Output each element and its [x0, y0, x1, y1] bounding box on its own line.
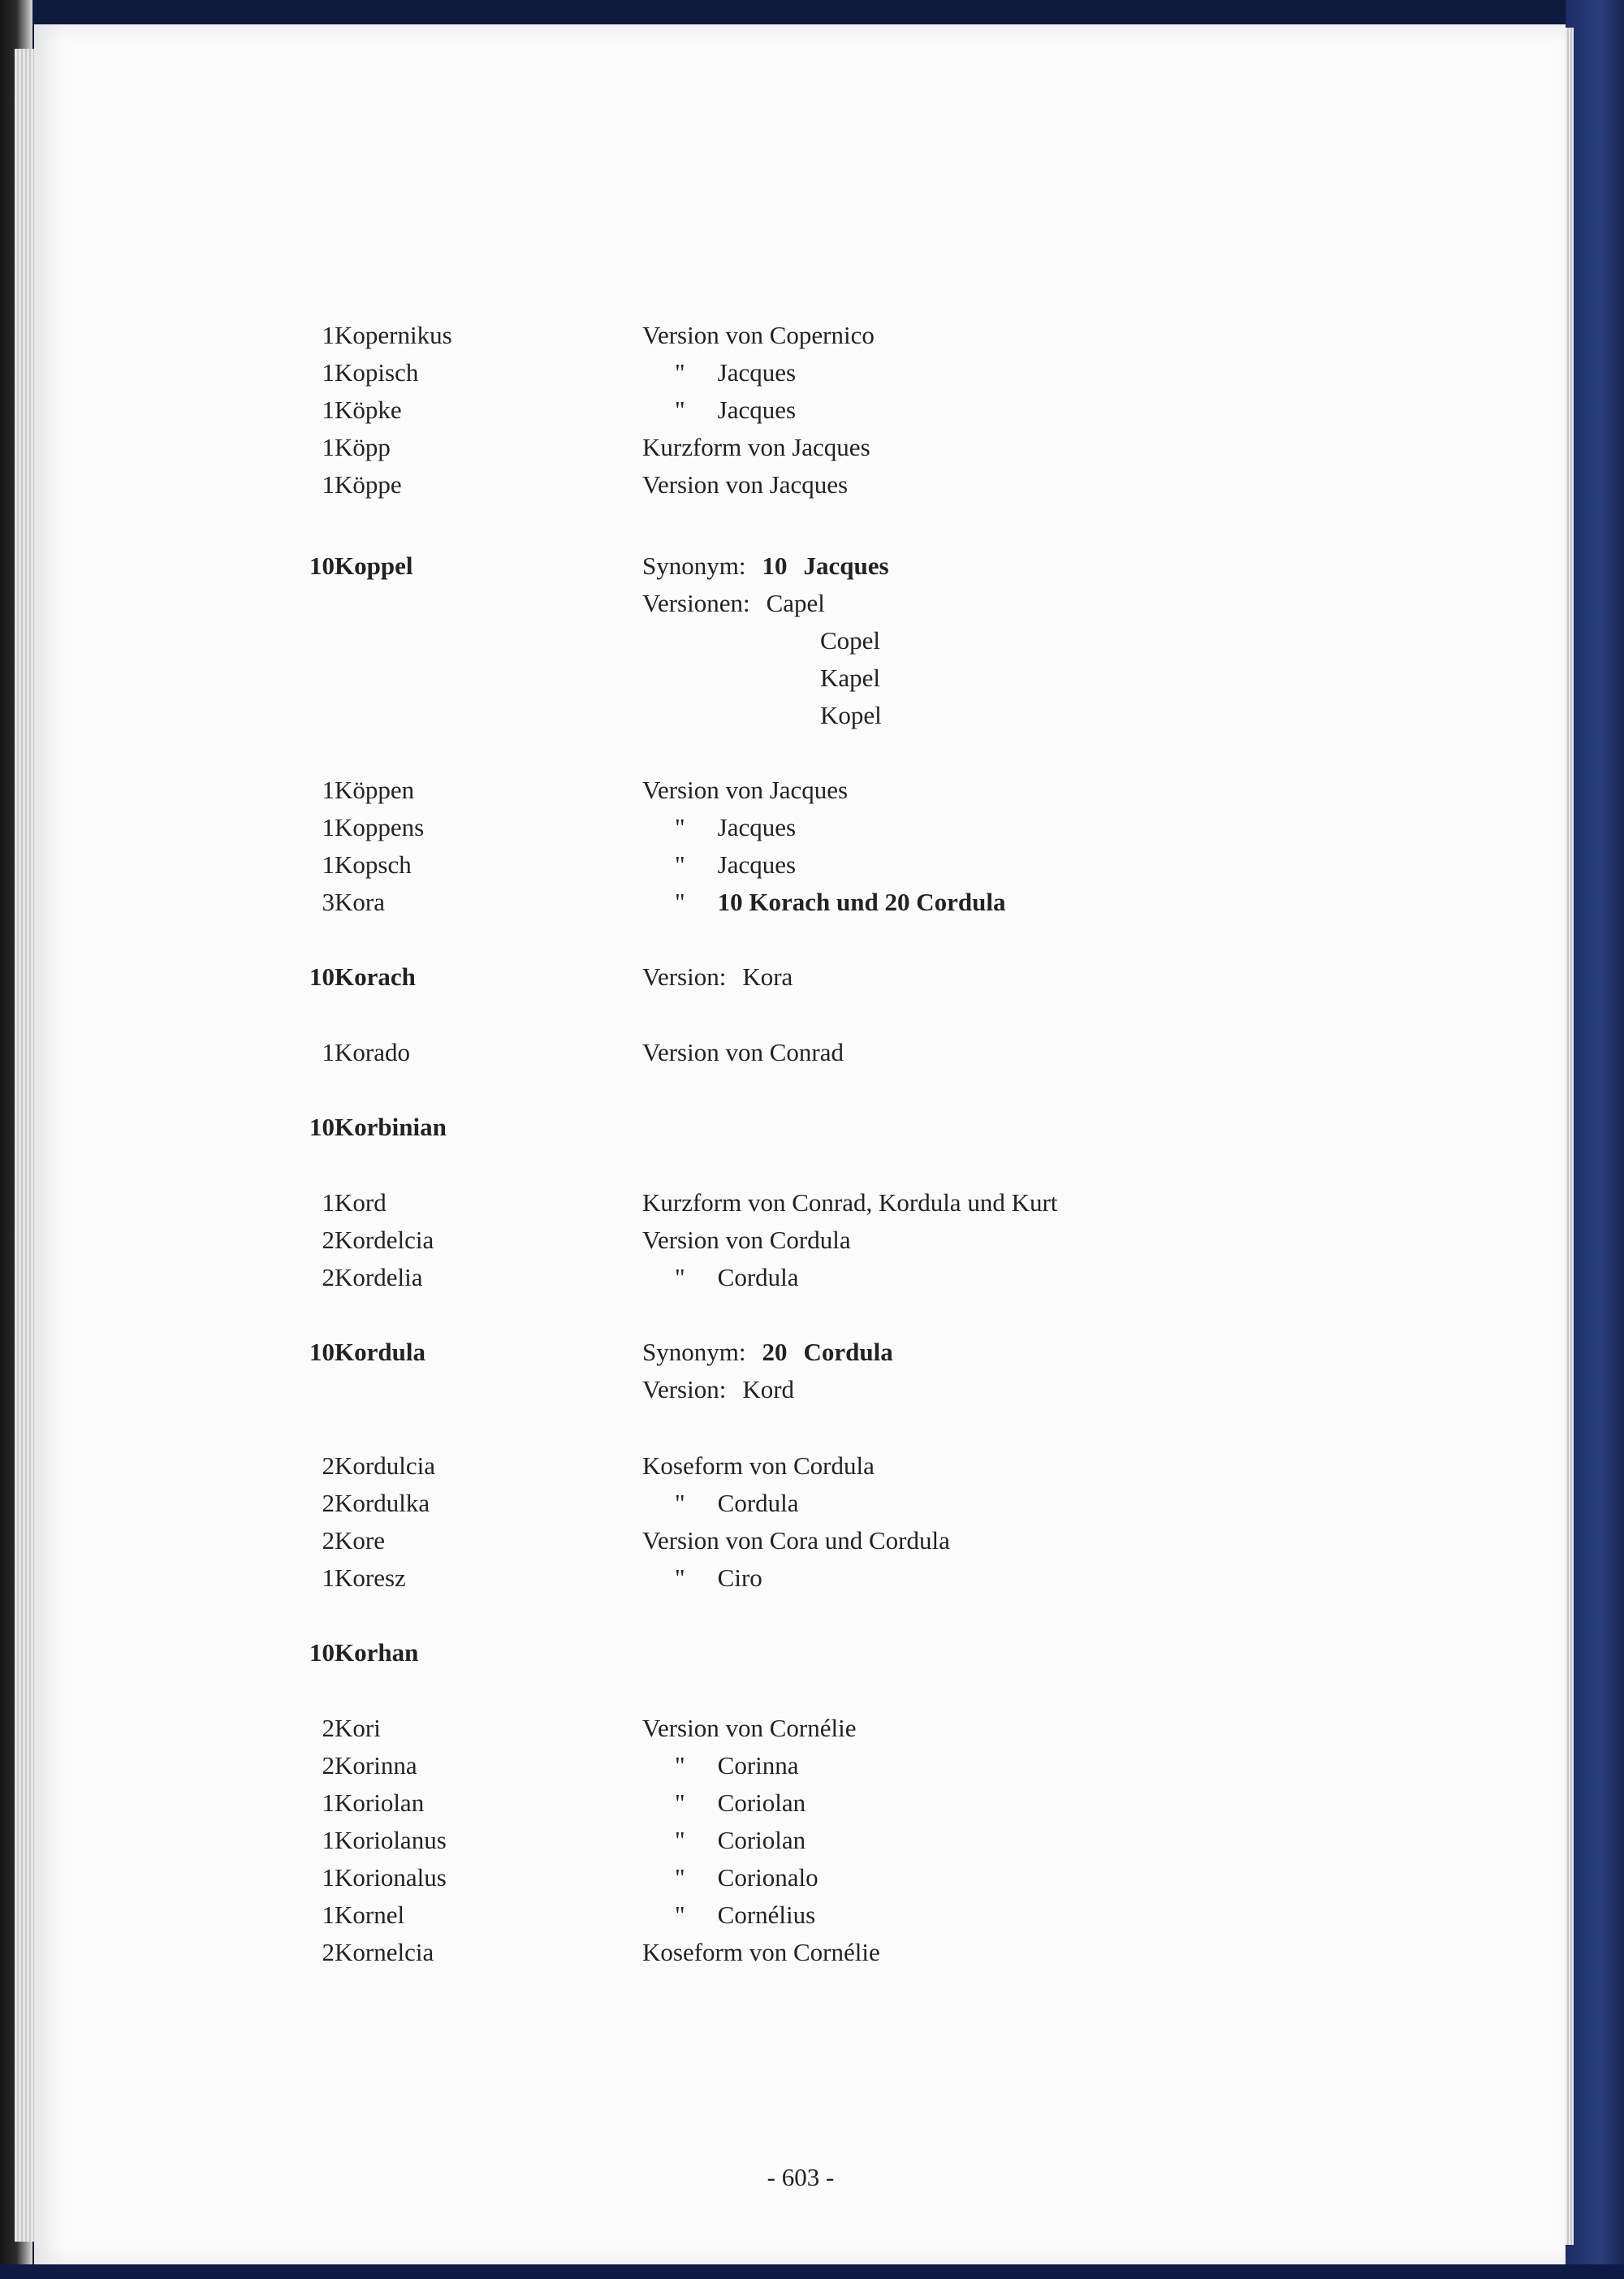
entry-description	[642, 1447, 875, 1485]
entry-row	[34, 846, 1567, 884]
entry-row	[34, 809, 1567, 846]
entry-count: 10	[309, 551, 335, 580]
entry-description	[642, 317, 875, 354]
entry-text: Version von Jacques	[642, 470, 849, 499]
entry-text: Cornélius	[717, 1901, 816, 1929]
entry-count: 10	[309, 1113, 335, 1141]
entry-name: Köpp	[335, 433, 391, 461]
entry-text: Version von Cora und Cordula	[642, 1526, 950, 1555]
entry-row	[34, 1822, 1567, 1859]
entry-count: 2	[322, 1751, 335, 1780]
entry-count: 1	[322, 470, 335, 499]
entry-text: Ciro	[717, 1563, 762, 1592]
entry-name: Köppen	[335, 776, 415, 804]
entry-description	[642, 884, 1006, 921]
entry-text: Kurzform von Jacques	[642, 433, 870, 461]
entry-description	[642, 585, 825, 622]
entry-description	[642, 1859, 818, 1896]
entry-description	[642, 547, 889, 585]
entry-description	[642, 1371, 794, 1408]
entry-name: Kordelia	[335, 1263, 423, 1291]
entry-description	[642, 772, 848, 809]
ditto-mark: "	[675, 850, 685, 879]
entry-row	[34, 958, 1567, 996]
entry-count: 10	[309, 1338, 335, 1366]
entry-row	[34, 884, 1567, 921]
entry-description	[642, 1034, 844, 1071]
entry-row	[34, 1334, 1567, 1371]
entry-description	[642, 466, 848, 504]
entry-text: Kord	[742, 1375, 795, 1403]
entry-row	[34, 1109, 1567, 1146]
entry-row	[34, 429, 1567, 466]
ditto-mark: "	[675, 1788, 685, 1817]
entry-text: Cordula	[717, 1263, 799, 1291]
entry-text: Koseform von Cornélie	[642, 1938, 880, 1966]
entry-name: Köpke	[335, 396, 402, 424]
entry-description	[642, 1522, 950, 1559]
entry-row	[34, 1447, 1567, 1485]
entry-row	[34, 1259, 1567, 1296]
entry-name: Korbinian	[335, 1113, 447, 1141]
entry-count-ref: 10	[762, 551, 788, 580]
entry-name: Kopernikus	[335, 321, 452, 349]
entry-description	[642, 1184, 1057, 1222]
entry-row	[34, 354, 1567, 391]
entry-name: Kora	[335, 888, 385, 916]
entry-count: 1	[322, 850, 335, 879]
book-cover-bottom	[0, 2264, 1624, 2279]
entry-description	[642, 659, 880, 697]
entry-row	[34, 622, 1567, 659]
entry-name: Kordulka	[335, 1489, 430, 1517]
entry-row	[34, 1784, 1567, 1822]
ditto-mark: "	[675, 1826, 685, 1854]
entry-count: 2	[322, 1263, 335, 1291]
entry-text: Coriolan	[717, 1788, 806, 1817]
entry-name: Korado	[335, 1038, 410, 1066]
entry-row	[34, 1034, 1567, 1071]
entry-name: Kordula	[335, 1338, 425, 1366]
entry-description	[642, 1559, 762, 1597]
entry-description	[642, 622, 880, 659]
entry-text: Kapel	[820, 664, 881, 692]
entry-count: 1	[322, 1901, 335, 1929]
entry-name: Koppens	[335, 813, 425, 841]
entry-description	[642, 697, 882, 734]
ditto-mark: "	[675, 1751, 685, 1780]
entry-description	[642, 1710, 856, 1747]
entry-text: Koseform von Cordula	[642, 1451, 875, 1480]
entry-row	[34, 1747, 1567, 1784]
entry-name: Koriolanus	[335, 1826, 447, 1854]
entry-reference: Jacques	[803, 551, 889, 580]
entry-row	[34, 547, 1567, 585]
ditto-mark: "	[675, 1489, 685, 1517]
entry-description	[642, 958, 793, 996]
entry-row	[34, 1634, 1567, 1671]
entry-text: Jacques	[717, 358, 797, 387]
entry-row	[34, 772, 1567, 809]
entry-count: 1	[322, 1188, 335, 1217]
entry-count: 1	[322, 813, 335, 841]
entry-row	[34, 659, 1567, 697]
entry-count: 1	[322, 396, 335, 424]
entry-row	[34, 391, 1567, 429]
entry-row	[34, 1710, 1567, 1747]
book-cover-right	[1566, 0, 1624, 2279]
ditto-mark: "	[675, 1263, 685, 1291]
entry-prefix: Synonym:	[642, 1338, 746, 1366]
entry-count: 1	[322, 1826, 335, 1854]
entry-count: 3	[322, 888, 335, 916]
entry-count: 2	[322, 1489, 335, 1517]
entry-name: Korinna	[335, 1751, 417, 1780]
ditto-mark: "	[675, 1563, 685, 1592]
entry-name: Korach	[335, 962, 416, 991]
ditto-mark: "	[675, 888, 685, 916]
entry-text: Kopel	[820, 701, 882, 729]
entry-text: Kurzform von Conrad, Kordula und Kurt	[642, 1188, 1058, 1217]
entry-name: Kori	[335, 1714, 381, 1742]
entry-count: 2	[322, 1226, 335, 1254]
entry-row	[34, 1184, 1567, 1222]
entry-name: Koresz	[335, 1563, 406, 1592]
entry-count: 2	[322, 1526, 335, 1555]
ditto-mark: "	[675, 358, 685, 387]
entry-text: Coriolan	[717, 1826, 806, 1854]
entry-count: 10	[309, 1638, 335, 1667]
entry-count: 10	[309, 962, 335, 991]
entry-name: Kordulcia	[335, 1451, 435, 1480]
entry-description	[642, 1222, 851, 1259]
entry-text: Version von Copernico	[642, 321, 875, 349]
entry-text: Corinna	[717, 1751, 799, 1780]
entry-row	[34, 1896, 1567, 1934]
entry-text: Jacques	[717, 396, 797, 424]
entry-description	[642, 1334, 893, 1371]
entry-name: Kordelcia	[335, 1226, 434, 1254]
entry-row	[34, 1934, 1567, 1971]
entry-text: Version von Jacques	[642, 776, 849, 804]
entry-name: Koriolan	[335, 1788, 425, 1817]
entry-count: 1	[322, 358, 335, 387]
entry-description	[642, 354, 796, 391]
entry-description	[642, 846, 796, 884]
entry-reference: Cordula	[803, 1338, 893, 1366]
entry-row	[34, 1485, 1567, 1522]
entry-count: 1	[322, 321, 335, 349]
entry-count-ref: 20	[762, 1338, 788, 1366]
entry-row	[34, 317, 1567, 354]
entry-row	[34, 1222, 1567, 1259]
entry-description	[642, 1485, 799, 1522]
entry-row	[34, 585, 1567, 622]
entry-prefix: Version:	[642, 1375, 727, 1403]
entry-name: Köppe	[335, 470, 402, 499]
entry-count: 2	[322, 1938, 335, 1966]
entry-count: 1	[322, 1863, 335, 1892]
entry-description	[642, 1784, 806, 1822]
entry-row	[34, 466, 1567, 504]
entry-text: Version von Conrad	[642, 1038, 844, 1066]
entry-text: Version von Cornélie	[642, 1714, 857, 1742]
page-number: - 603 -	[767, 2163, 835, 2191]
ditto-mark: "	[675, 396, 685, 424]
entry-text: Jacques	[717, 813, 797, 841]
entry-text: Cordula	[717, 1489, 799, 1517]
ditto-mark: "	[675, 1901, 685, 1929]
entry-text: Version von Cordula	[642, 1226, 851, 1254]
entry-reference: 10 Korach und 20 Cordula	[717, 888, 1006, 916]
entry-prefix: Synonym:	[642, 551, 746, 580]
entry-description	[642, 1747, 799, 1784]
entry-row	[34, 1559, 1567, 1597]
entry-count: 2	[322, 1451, 335, 1480]
entry-name: Kornelcia	[335, 1938, 434, 1966]
entry-text: Copel	[820, 626, 881, 655]
entry-prefix: Versionen:	[642, 589, 750, 617]
entry-name: Kopsch	[335, 850, 412, 879]
entry-description	[642, 809, 796, 846]
entry-name: Kord	[335, 1188, 387, 1217]
entry-description	[642, 1934, 880, 1971]
entry-count: 1	[322, 1788, 335, 1817]
entry-count: 1	[322, 1038, 335, 1066]
entry-description	[642, 391, 796, 429]
book-page	[34, 24, 1567, 2266]
entry-name: Kornel	[335, 1901, 405, 1929]
entry-name: Kore	[335, 1526, 385, 1555]
entry-count: 1	[322, 776, 335, 804]
entry-text: Capel	[766, 589, 825, 617]
entry-description	[642, 1822, 806, 1859]
entry-count: 1	[322, 433, 335, 461]
entry-text: Corionalo	[717, 1863, 818, 1892]
entry-row	[34, 1859, 1567, 1896]
entry-name: Koppel	[335, 551, 413, 580]
entry-text: Jacques	[717, 850, 797, 879]
entry-row	[34, 697, 1567, 734]
entry-description	[642, 429, 870, 466]
entry-name: Korhan	[335, 1638, 419, 1667]
entry-row	[34, 1371, 1567, 1408]
entry-name: Kopisch	[335, 358, 419, 387]
entry-prefix: Version:	[642, 962, 727, 991]
entry-row	[34, 1522, 1567, 1559]
entry-count: 1	[322, 1563, 335, 1592]
entry-description	[642, 1896, 815, 1934]
entry-count: 2	[322, 1714, 335, 1742]
entry-text: Kora	[742, 962, 793, 991]
ditto-mark: "	[675, 1863, 685, 1892]
entry-description	[642, 1259, 799, 1296]
ditto-mark: "	[675, 813, 685, 841]
entry-name: Korionalus	[335, 1863, 447, 1892]
